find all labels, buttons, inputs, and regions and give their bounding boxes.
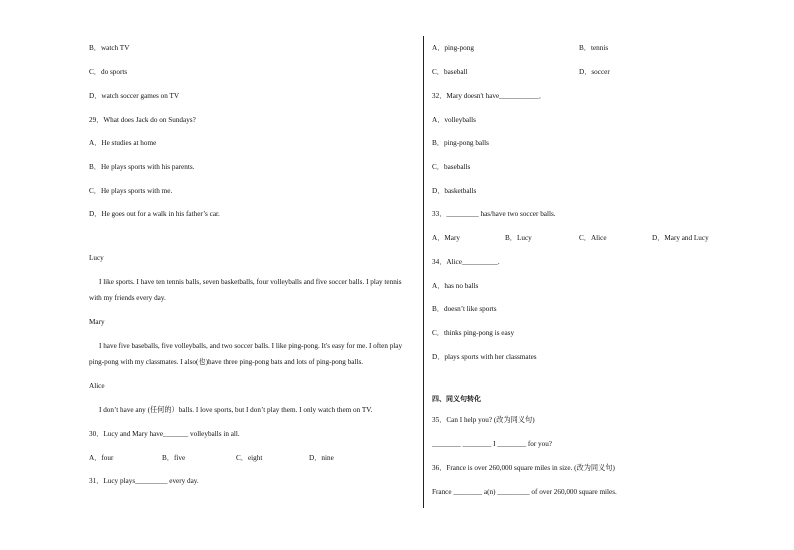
- q34-question: 34．Alice__________.: [432, 258, 500, 266]
- mary-text: I have five baseballs, five volleyballs, and two soccer balls. I like ping-pong. It's easy for me. I often play ping-pong with my classmates. I also(也)have three ping-pong bats and lots of ping-pong balls.: [89, 342, 403, 366]
- q28-option-c: C．do sports: [89, 68, 128, 76]
- q30-option-b: B．five: [162, 454, 186, 462]
- q33-option-d: D．Mary and Lucy: [652, 234, 709, 242]
- q32-option-d: D．basketballs: [432, 187, 477, 195]
- q32-question: 32．Mary doesn't have___________．: [432, 92, 546, 100]
- section-4-title: 四、同义句转化: [432, 395, 481, 403]
- q31-option-b: B．tennis: [579, 44, 609, 52]
- q30-option-c: C．eight: [236, 454, 263, 462]
- q34-option-b: B．doesn’t like sports: [432, 305, 497, 313]
- lucy-text: I like sports. I have ten tennis balls, seven basketballs, four volleyballs and five soccer balls. I play tennis with my friends every day.: [89, 278, 402, 302]
- q34-option-a: A．has no balls: [432, 282, 479, 290]
- column-divider: [423, 36, 424, 508]
- q33-option-c: C．Alice: [579, 234, 607, 242]
- q31-option-a: A．ping-pong: [432, 44, 474, 52]
- alice-name: Alice: [89, 382, 105, 390]
- q34-option-c: C．thinks ping-pong is easy: [432, 329, 515, 337]
- q31-option-c: C．baseball: [432, 68, 468, 76]
- q30-option-d: D．nine: [309, 454, 334, 462]
- alice-text: I don’t have any (任何的）balls. I love sports, but I don’t play them. I only watch them on TV.: [99, 406, 373, 414]
- q29-option-d: D．He goes out for a walk in his father’s car.: [89, 210, 220, 218]
- q29-option-a: A．He studies at home: [89, 139, 157, 147]
- q30-option-a: A．four: [89, 454, 114, 462]
- q34-option-d: D．plays sports with her classmates: [432, 353, 537, 361]
- q36-question: 36．France is over 260,000 square miles in size. (改为同义句): [432, 464, 615, 472]
- q28-option-b: B．watch TV: [89, 44, 130, 52]
- q31-question: 31．Lucy plays_________ every day.: [89, 477, 199, 485]
- lucy-name: Lucy: [89, 254, 104, 262]
- q33-option-a: A．Mary: [432, 234, 460, 242]
- q32-option-b: B．ping-pong balls: [432, 139, 489, 147]
- q29-question: 29．What does Jack do on Sundays?: [89, 116, 196, 124]
- q35-answer-line: ________ ________ I ________ for you?: [432, 440, 552, 448]
- q32-option-c: C．baseballs: [432, 163, 471, 171]
- q32-option-a: A．volleyballs: [432, 116, 476, 124]
- q28-option-d: D．watch soccer games on TV: [89, 92, 180, 100]
- q31-option-d: D．soccer: [579, 68, 610, 76]
- q33-question: 33．_________ has/have two soccer balls.: [432, 210, 556, 218]
- q29-option-b: B．He plays sports with his parents.: [89, 163, 195, 171]
- q29-option-c: C．He plays sports with me.: [89, 187, 173, 195]
- q30-question: 30．Lucy and Mary have_______ volleyballs in all.: [89, 430, 240, 438]
- mary-name: Mary: [89, 318, 105, 326]
- q33-option-b: B．Lucy: [505, 234, 532, 242]
- q36-answer-line: France ________ a(n) _________ of over 260,000 square miles.: [432, 488, 617, 496]
- q35-question: 35．Can I help you? (改为同义句): [432, 416, 535, 424]
